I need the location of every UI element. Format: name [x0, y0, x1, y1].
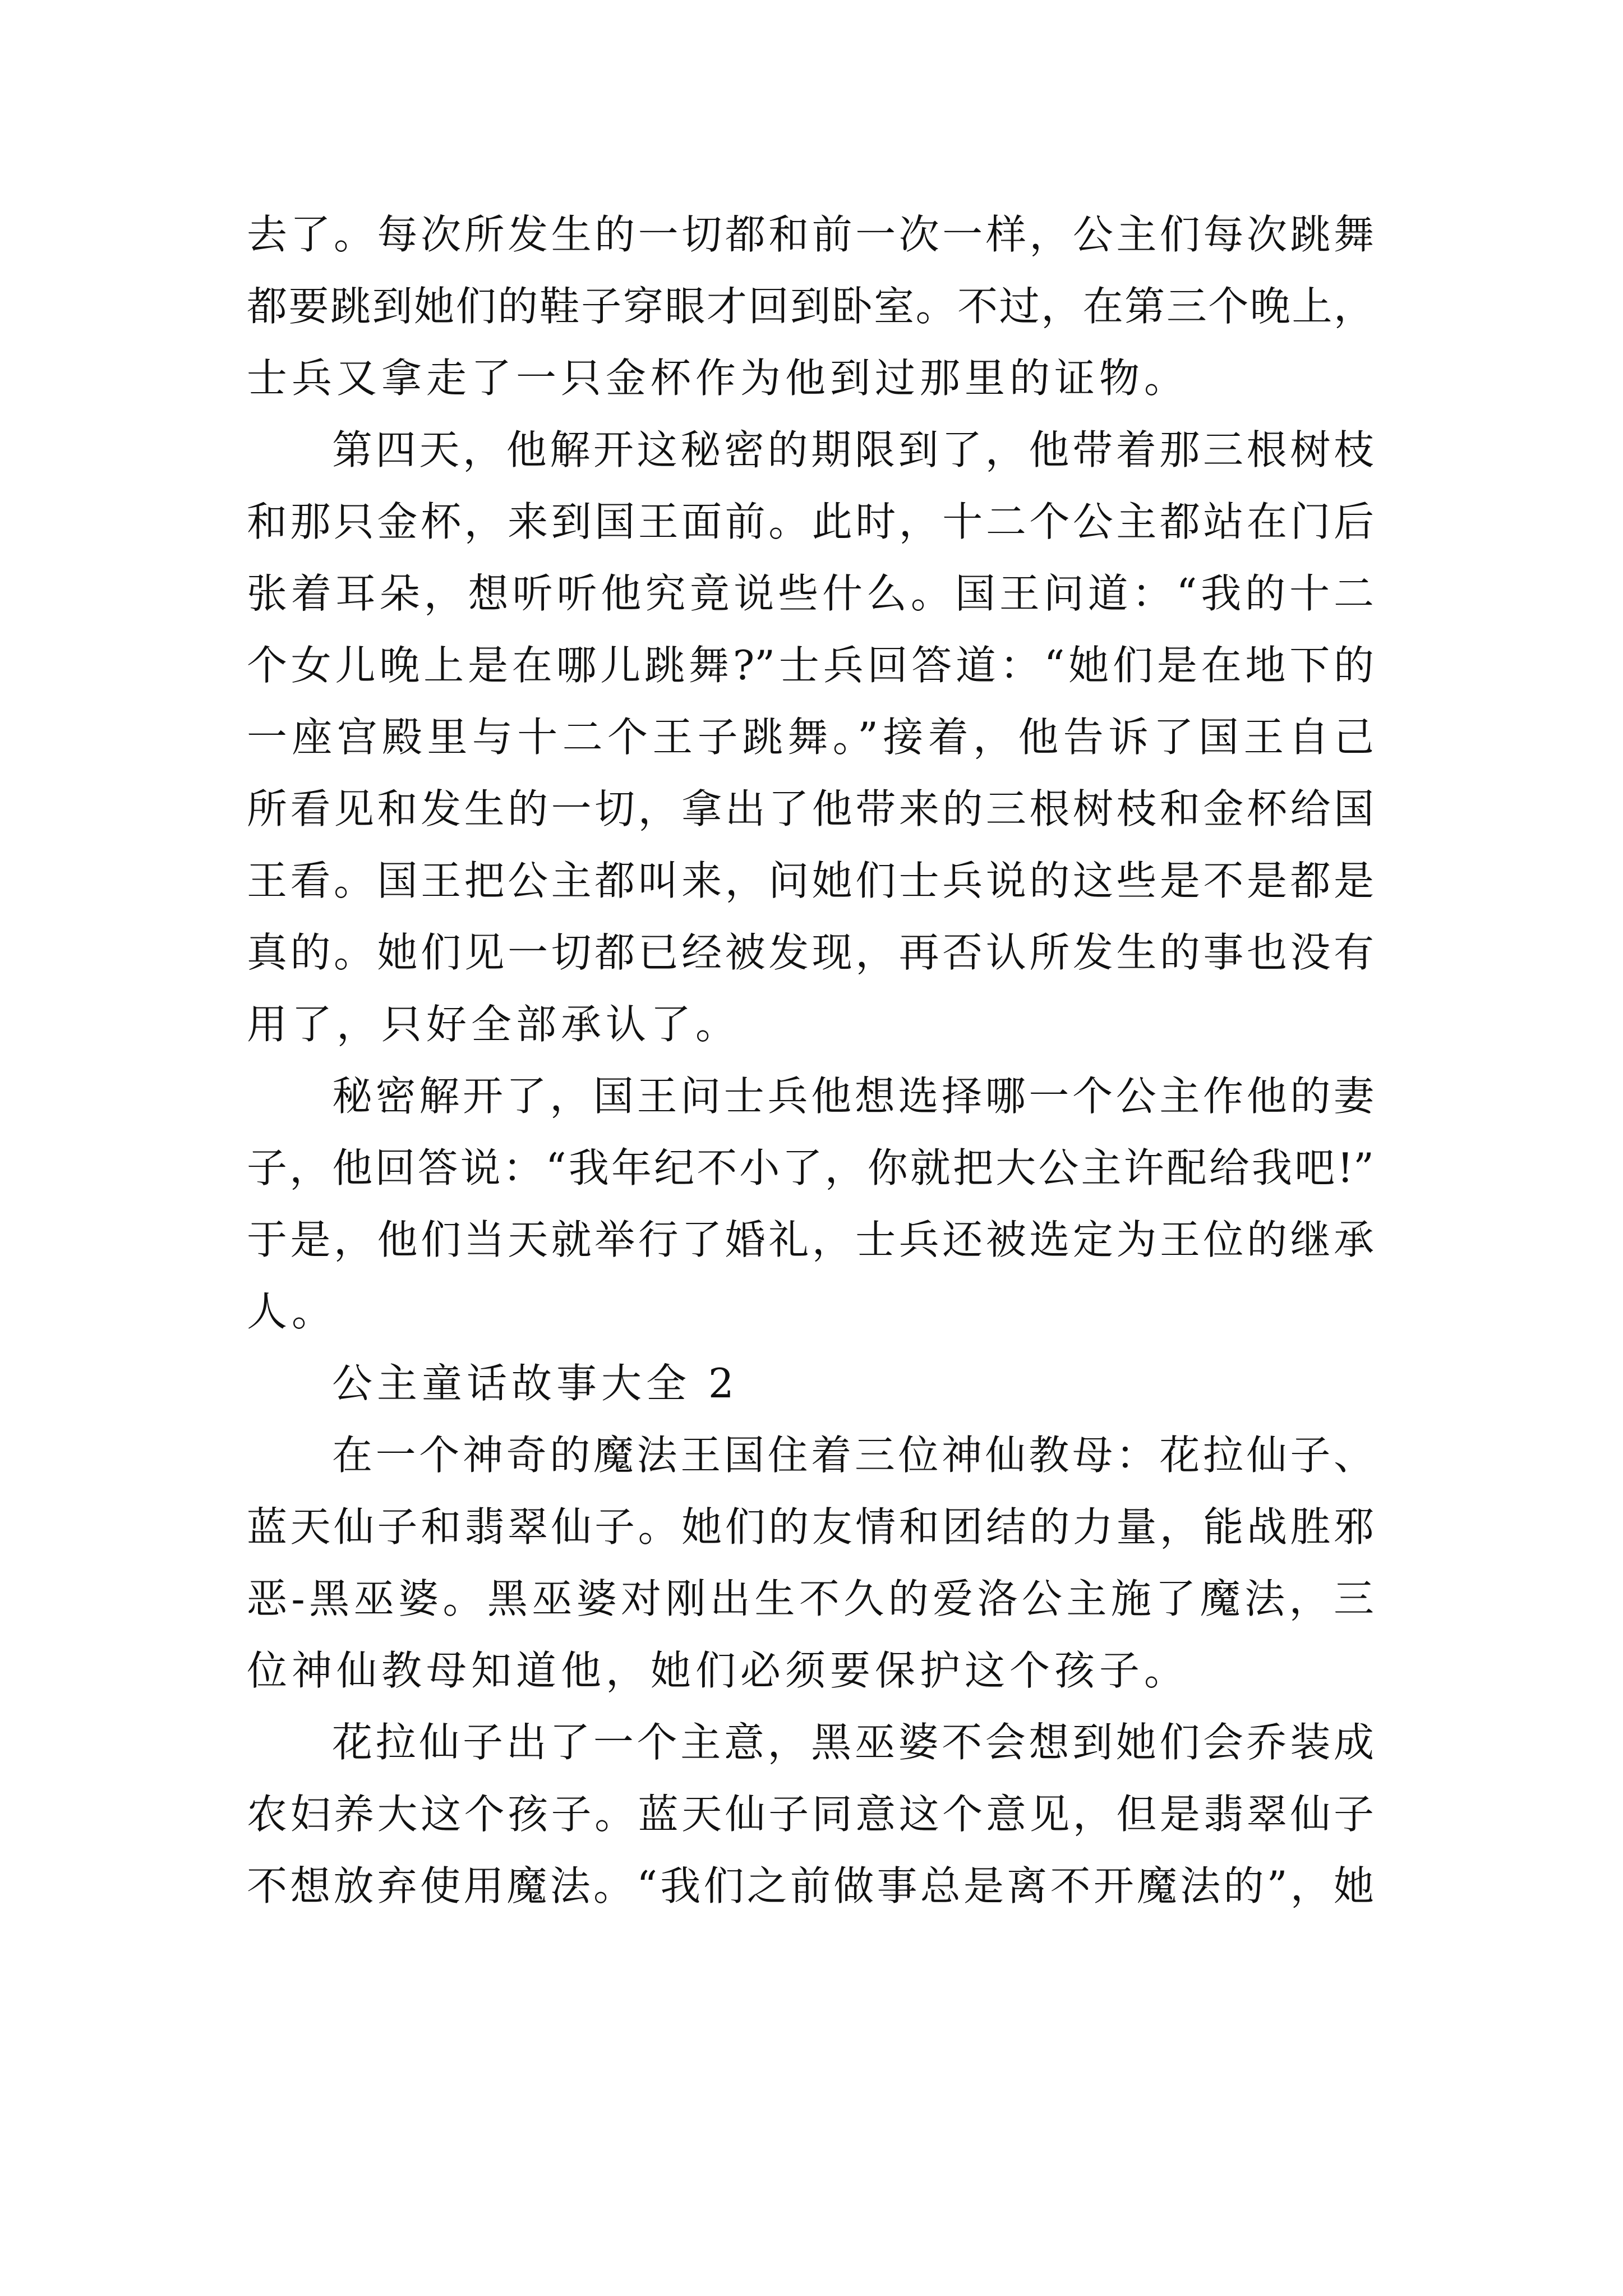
text-line-23: 农妇养大这个孩子。蓝天仙子同意这个意见，但是翡翠仙子 — [247, 1791, 1374, 1838]
text-line-18: 在一个神奇的魔法王国住着三位神仙教母：花拉仙子、 — [332, 1432, 1374, 1479]
text-line-3: 士兵又拿走了一只金杯作为他到过那里的证物。 — [247, 355, 1189, 402]
text-line-19: 蓝天仙子和翡翠仙子。她们的友情和团结的力量，能战胜邪 — [247, 1503, 1374, 1550]
text-line-12: 用了，只好全部承认了。 — [247, 1001, 741, 1048]
text-line-15: 于是，他们当天就举行了婚礼，士兵还被选定为王位的继承 — [247, 1216, 1374, 1263]
text-line-11: 真的。她们见一切都已经被发现，再否认所发生的事也没有 — [247, 929, 1374, 976]
text-line-1: 去了。每次所发生的一切都和前一次一样，公主们每次跳舞 — [247, 211, 1374, 258]
text-line-8: 一座宫殿里与十二个王子跳舞。”接着，他告诉了国王自己 — [247, 714, 1374, 761]
text-line-2: 都要跳到她们的鞋子穿眼才回到卧室。不过，在第三个晚上， — [247, 283, 1374, 330]
text-line-21: 位神仙教母知道他，她们必须要保护这个孩子。 — [247, 1647, 1189, 1694]
text-line-16: 人。 — [247, 1288, 337, 1335]
text-line-9: 所看见和发生的一切，拿出了他带来的三根树枝和金杯给国 — [247, 785, 1374, 832]
text-line-14: 子，他回答说：“我年纪不小了，你就把大公主许配给我吧!” — [247, 1144, 1374, 1191]
text-line-6: 张着耳朵，想听听他究竟说些什么。国王问道：“我的十二 — [247, 570, 1374, 617]
text-line-24: 不想放弃使用魔法。“我们之前做事总是离不开魔法的”，她 — [247, 1862, 1374, 1910]
text-line-5: 和那只金杯，来到国王面前。此时，十二个公主都站在门后 — [247, 498, 1374, 545]
text-line-13: 秘密解开了，国王问士兵他想选择哪一个公主作他的妻 — [332, 1073, 1374, 1120]
text-line-10: 王看。国王把公主都叫来，问她们士兵说的这些是不是都是 — [247, 857, 1374, 904]
text-line-4: 第四天，他解开这秘密的期限到了，他带着那三根树枝 — [332, 426, 1374, 473]
text-line-7: 个女儿晚上是在哪儿跳舞?”士兵回答道：“她们是在地下的 — [247, 642, 1374, 689]
text-line-20: 恶-黑巫婆。黑巫婆对刚出生不久的爱洛公主施了魔法，三 — [247, 1575, 1374, 1622]
text-line-22: 花拉仙子出了一个主意，黑巫婆不会想到她们会乔装成 — [332, 1719, 1374, 1766]
section-heading: 公主童话故事大全 2 — [332, 1360, 739, 1407]
